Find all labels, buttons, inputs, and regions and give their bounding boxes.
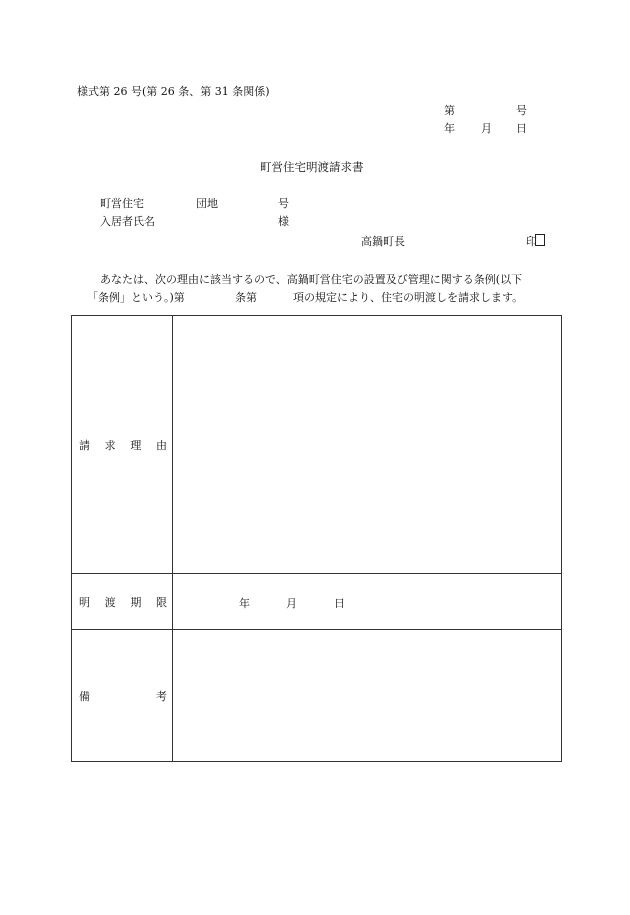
date-year-label: 年 — [444, 122, 455, 135]
reason-field[interactable] — [173, 316, 562, 574]
housing-label: 町営住宅 — [100, 197, 144, 210]
resident-name-label: 入居者氏名 — [100, 215, 155, 228]
document-title: 町営住宅明渡請求書 — [260, 160, 364, 174]
doc-number-suffix: 号 — [516, 104, 527, 117]
seal-box — [535, 234, 545, 246]
request-table — [71, 315, 562, 762]
reason-row — [72, 316, 562, 574]
remarks-row — [72, 630, 562, 762]
remarks-field[interactable] — [173, 630, 562, 762]
body-line-1: あなたは、次の理由に該当するので、高鍋町営住宅の設置及び管理に関する条例(以下 — [100, 273, 523, 286]
reason-label: 請 求 理 由 — [79, 438, 167, 452]
reason-label-cell — [72, 316, 173, 574]
seal-mark: 印 — [526, 235, 537, 248]
mayor-label: 高鍋町長 — [361, 235, 405, 248]
body-line-2-article: 条第 — [235, 291, 257, 304]
unit-label: 号 — [278, 197, 289, 210]
deadline-day-label: 日 — [334, 596, 345, 610]
deadline-month-label: 月 — [286, 596, 297, 610]
body-line-2-prefix: 「条例」という。)第 — [87, 291, 185, 304]
deadline-field[interactable] — [173, 574, 562, 630]
remarks-label: 備 考 — [79, 689, 167, 703]
remarks-label-cell — [72, 630, 173, 762]
form-number: 様式第 26 号(第 26 条、第 31 条関係) — [77, 85, 270, 98]
deadline-label-cell — [72, 574, 173, 630]
deadline-year-label: 年 — [239, 596, 250, 610]
date-month-label: 月 — [481, 122, 492, 135]
deadline-label: 明 渡 期 限 — [79, 595, 167, 609]
complex-label: 団地 — [196, 197, 218, 210]
date-day-label: 日 — [516, 122, 527, 135]
honorific: 様 — [278, 215, 289, 228]
doc-number-prefix: 第 — [444, 104, 455, 117]
deadline-row — [72, 574, 562, 630]
body-line-2-rest: 項の規定により、住宅の明渡しを請求します。 — [293, 291, 524, 304]
